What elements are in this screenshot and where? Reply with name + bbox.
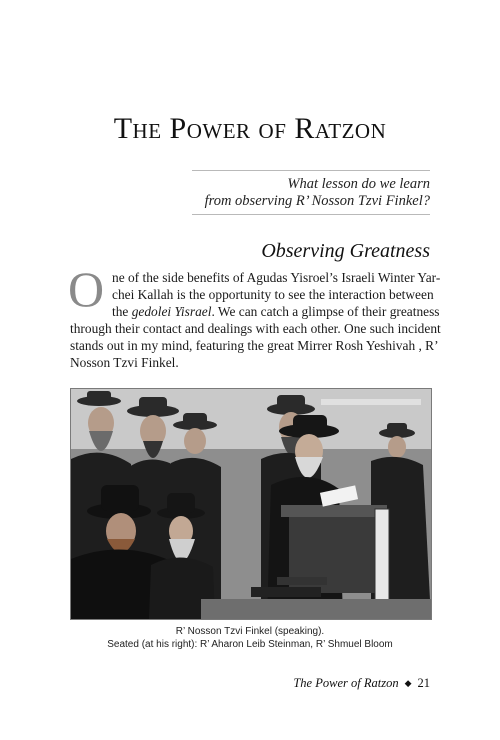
drop-cap: O xyxy=(68,261,105,317)
question-line-2: from observing R’ Nosson Tzvi Finkel? xyxy=(204,193,430,209)
page-number: 21 xyxy=(417,676,430,690)
running-footer xyxy=(293,676,430,691)
photo-illustration xyxy=(71,389,431,619)
top-rule xyxy=(192,170,430,171)
gedolei-yisrael-term: gedolei Yisrael xyxy=(131,304,212,319)
chapter-title: The Power of Ratzon xyxy=(113,112,387,145)
question-line-1: What lesson do we learn xyxy=(287,176,430,192)
paragraph-line-1: ne of the side benefits of Agudas Yisroel’s Israeli Winter Yar- xyxy=(112,270,441,285)
photo-caption-line-2: Seated (at his right): R’ Aharon Leib Steinman, R’ Shmuel Bloom xyxy=(107,639,393,650)
paragraph-line-6: Nosson Tzvi Finkel. xyxy=(70,355,179,370)
diamond-separator-icon: ◆ xyxy=(404,678,412,688)
paragraph-line-3 xyxy=(112,304,440,320)
footer-title: The Power of Ratzon xyxy=(293,676,399,690)
event-photo xyxy=(70,388,432,620)
section-heading: Observing Greatness xyxy=(261,240,430,262)
bottom-rule xyxy=(192,214,430,215)
photo-caption-line-1: R’ Nosson Tzvi Finkel (speaking). xyxy=(175,626,325,637)
paragraph-line-3-start: the xyxy=(112,304,132,319)
paragraph-line-5: stands out in my mind, featuring the great Mirrer Rosh Yeshivah , R’ xyxy=(70,338,439,353)
paragraph-line-3-end: . We can catch a glimpse of their greatness xyxy=(211,304,440,319)
paragraph-line-2: chei Kallah is the opportunity to see the interaction between xyxy=(112,287,434,302)
paragraph-line-4: through their contact and dealings with each other. One such incident xyxy=(70,321,441,336)
